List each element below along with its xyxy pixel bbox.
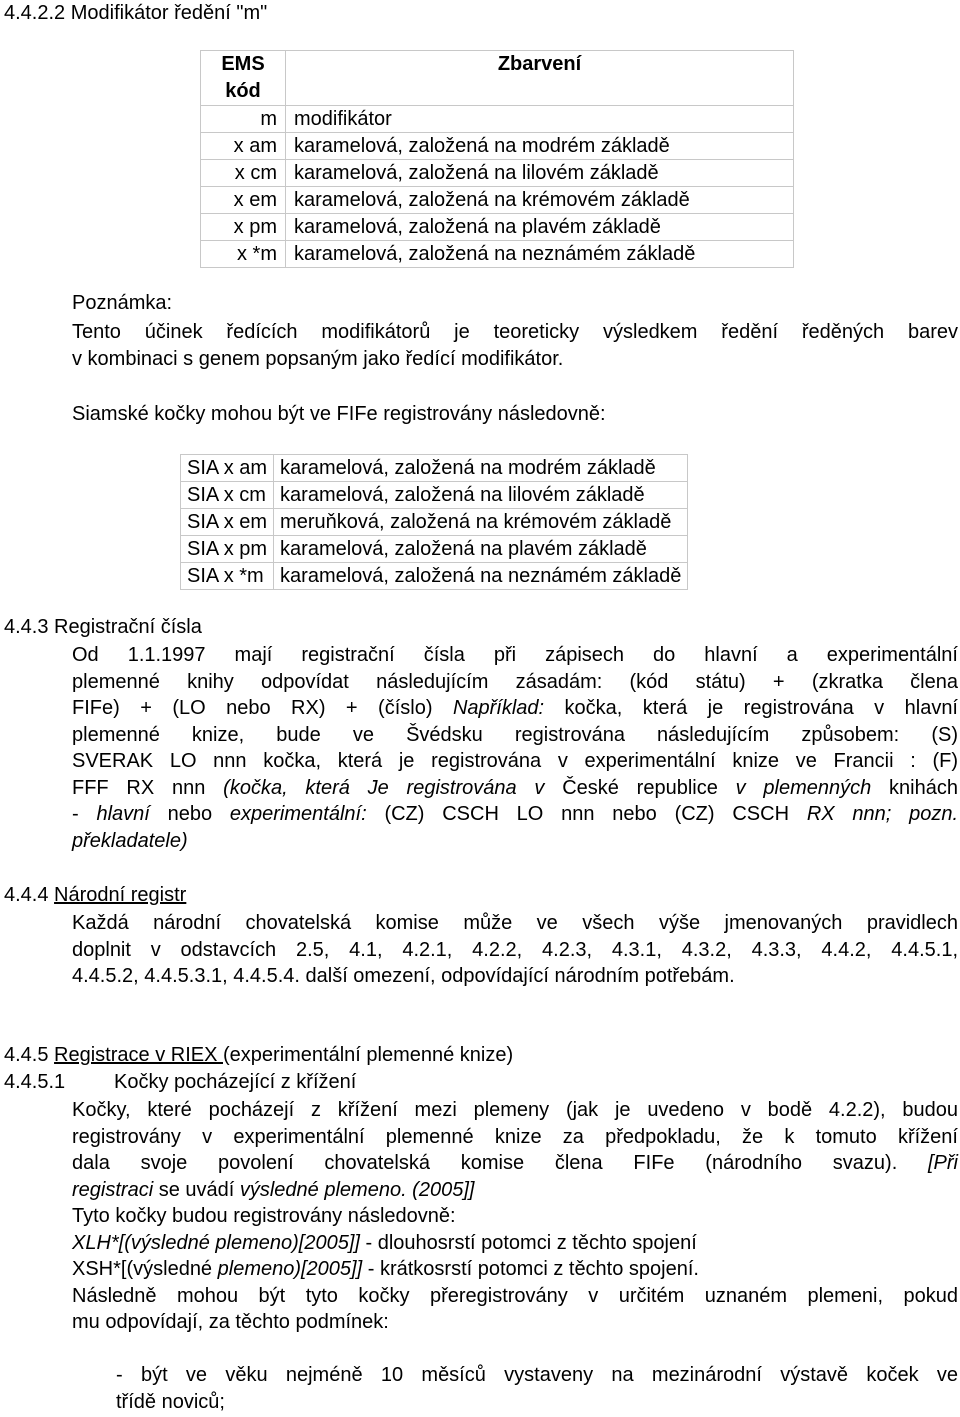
text-run: - dlouhosrstí potomci z těchto spojení <box>359 1231 697 1254</box>
table-row <box>181 536 688 563</box>
desc-cell: karamelová, založená na modrém základě <box>286 133 794 160</box>
body-line <box>72 775 958 802</box>
body-line: mu odpovídají, za těchto podmínek: <box>72 1311 389 1333</box>
body-line: Tyto kočky budou registrovány následovně: <box>72 1205 456 1227</box>
code-cell: x cm <box>201 160 286 187</box>
table-row <box>181 563 688 590</box>
subsection-title-4451: Kočky pocházející z křížení <box>114 1071 357 1093</box>
text-run: FFF RX nnn <box>72 776 224 799</box>
section-443-body <box>72 642 958 854</box>
body-line: doplnit v odstavcích 2.5, 4.1, 4.2.1, 4.2.2, 4.2.3, 4.3.1, 4.3.2, 4.3.3, 4.4.2, 4.4.5.1, <box>72 938 958 961</box>
note-label: Poznámka: <box>72 292 173 314</box>
body-line <box>72 695 958 722</box>
note-line: v kombinaci s genem popsaným jako ředící modifikátor. <box>72 347 564 370</box>
body-line: Následně mohou být tyto kočky přeregistrovány v určitém uznaném plemeni, pokud <box>72 1284 958 1307</box>
code-cell: m <box>201 106 286 133</box>
table-row <box>201 241 794 268</box>
text-run-italic: (kočka, která Je registrována v <box>223 776 563 799</box>
subsection-number-4451: 4.4.5.1 <box>4 1071 66 1093</box>
note-text <box>72 319 958 372</box>
body-line <box>72 828 958 855</box>
text-run-italic: Například: <box>452 697 545 719</box>
body-line: Kočky, které pocházejí z křížení mezi plemeny (jak je uvedeno v bodě 4.2.2), budou <box>72 1099 958 1121</box>
header-kod-label: kód <box>225 80 261 102</box>
section-title: Národní registr <box>54 884 187 906</box>
desc-cell: karamelová, založená na lilovém základě <box>286 160 794 187</box>
text-run-italic: plemeno)[2005]] <box>217 1258 363 1280</box>
body-line: - být ve věku nejméně 10 měsíců vystaveny na mezinárodní výstavě koček ve <box>116 1364 958 1386</box>
body-line: plemenné knize, bude ve Švédsku registrována následujícím způsobem: (S) <box>72 723 958 746</box>
text-run-italic: XLH*[(výsledné plemeno)[2005]] <box>72 1231 360 1254</box>
code-cell: SIA x am <box>181 455 274 482</box>
text-run: se uvádí <box>153 1178 240 1201</box>
desc-cell: karamelová, založená na plavém základě <box>286 214 794 241</box>
section-heading-443: 4.4.3 Registrační čísla <box>4 616 202 638</box>
desc-cell: meruňková, založená na krémovém základě <box>274 509 688 536</box>
code-cell: SIA x em <box>181 509 274 536</box>
text-run-italic: překladatele) <box>72 829 188 852</box>
table-row <box>201 160 794 187</box>
body-line: plemenné knihy odpovídat následujícím zásadám: (kód státu) + (zkratka člena <box>72 670 958 693</box>
text-run: nebo <box>149 803 230 825</box>
text-run: České republice <box>562 776 718 799</box>
text-run: XSH*[(výsledné <box>72 1258 218 1280</box>
section-heading-444 <box>4 884 186 907</box>
code-cell: SIA x pm <box>181 536 274 563</box>
table-row <box>181 509 688 536</box>
section-number: 4.4.4 <box>4 884 55 906</box>
note-line: Tento účinek ředících modifikátorů je teoreticky výsledkem ředění ředěných barev <box>72 321 958 343</box>
text-run-italic: experimentální: <box>229 803 367 825</box>
text-run-italic: RX nnn; pozn. <box>806 803 959 825</box>
desc-cell: karamelová, založená na modrém základě <box>274 455 688 482</box>
desc-cell: modifikátor <box>286 106 794 133</box>
code-cell: x *m <box>201 241 286 268</box>
header-zbarveni: Zbarvení <box>286 51 794 106</box>
body-line: třídě noviců; <box>116 1390 225 1413</box>
body-line: registrovány v experimentální plemenné knize za předpokladu, že k tomuto křížení <box>72 1125 958 1148</box>
table-row <box>181 482 688 509</box>
section-heading-445 <box>4 1044 513 1067</box>
desc-cell: karamelová, založená na neznámém základě <box>274 563 688 590</box>
body-line <box>72 1230 958 1257</box>
desc-cell: karamelová, založená na krémovém základě <box>286 187 794 214</box>
text-run-italic: registraci <box>72 1178 154 1201</box>
text-run: (CZ) CSCH LO nnn nebo (CZ) CSCH <box>366 803 807 825</box>
table-header-row <box>201 51 794 106</box>
body-line: Každá národní chovatelská komise může ve všech výše jmenovaných pravidlech <box>72 912 958 934</box>
header-ems-label: EMS <box>221 53 265 75</box>
table-row <box>201 106 794 133</box>
text-run: dala svoje povolení chovatelská komise člena FIFe (národního svazu). <box>72 1152 928 1174</box>
code-cell: x am <box>201 133 286 160</box>
text-run: kočka, která je registrována v hlavní <box>544 697 958 719</box>
condition-bullet <box>116 1362 958 1415</box>
section-4451-body <box>72 1097 958 1336</box>
body-line: Od 1.1.1997 mají registrační čísla při zápisech do hlavní a experimentální <box>72 644 958 666</box>
body-line: 4.4.5.2, 4.4.5.3.1, 4.4.5.4. další omezení, odpovídající národním potřebám. <box>72 965 735 987</box>
body-line <box>72 1150 958 1177</box>
section-number: 4.4.5 <box>4 1044 55 1066</box>
text-run: - krátkosrstí potomci z těchto spojení. <box>362 1258 699 1280</box>
body-line <box>72 1177 958 1204</box>
desc-cell: karamelová, založená na plavém základě <box>274 536 688 563</box>
text-run: - <box>72 803 97 825</box>
code-cell: SIA x cm <box>181 482 274 509</box>
table-row <box>201 133 794 160</box>
text-run-italic: v plemenných <box>717 776 872 799</box>
body-line <box>72 801 958 828</box>
code-cell: x pm <box>201 214 286 241</box>
siamese-table <box>180 454 688 590</box>
desc-cell: karamelová, založená na lilovém základě <box>274 482 688 509</box>
table-row <box>181 455 688 482</box>
code-cell: SIA x *m <box>181 563 274 590</box>
table-row <box>201 187 794 214</box>
code-cell: x em <box>201 187 286 214</box>
body-line: SVERAK LO nnn kočka, která je registrována v experimentální knize ve Francii : (F) <box>72 750 958 772</box>
ems-code-table <box>200 50 794 268</box>
desc-cell: karamelová, založená na neznámém základě <box>286 241 794 268</box>
siamese-intro: Siamské kočky mohou být ve FIFe registrovány následovně: <box>72 403 606 425</box>
text-run-italic: [Při <box>928 1152 958 1174</box>
text-run-italic: hlavní <box>96 803 150 825</box>
table-row <box>201 214 794 241</box>
text-run-italic: výsledné plemeno. (2005]] <box>239 1178 475 1201</box>
header-ems-code <box>201 51 286 106</box>
section-title: Registrace v RIEX <box>54 1044 223 1066</box>
text-run: knihách <box>871 776 958 799</box>
section-444-body <box>72 910 958 990</box>
text-run: FIFe) + (LO nebo RX) + (číslo) <box>72 697 453 719</box>
section-heading-4422: 4.4.2.2 Modifikátor ředění "m" <box>4 2 268 24</box>
section-title-rest: (experimentální plemenné knize) <box>223 1044 514 1066</box>
body-line <box>72 1256 958 1283</box>
